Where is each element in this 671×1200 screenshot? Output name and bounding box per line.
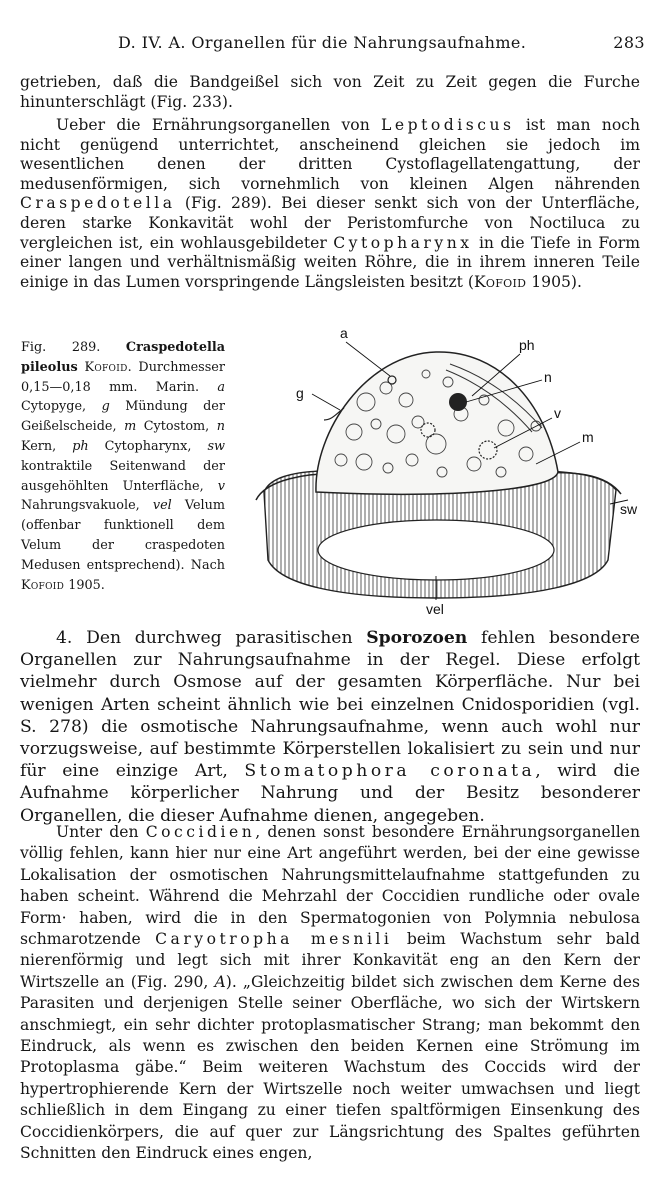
inner-cavity: [318, 520, 554, 580]
page-number: 283: [613, 33, 645, 52]
paragraph-text: getrieben, daß die Bandgeißel sich von Zeit zu Zeit gegen die Furche hinunterschlägt (Fig. 233).: [20, 73, 640, 111]
text-run: fehlen besondere Organellen zur Nahrungsaufnahme in der Regel. Diese erfolgt vielmehr durch Osmose auf der gesamten Körperfläche. Nur bei wenigen Arten scheint ähnlich wie bei einzelnen Cnidosporidien (vgl. S. 278) die osmotische Nahrungsaufnahme, wenn auch wohl nur vorzugsweise, auf bestimmte Körperstellen lokalisiert zu sein und nur für eine einzige Art,: [20, 628, 640, 782]
text-run: in die Tiefe in Form einer langen und verhältnismäßig weiten Röhre, die in ihrem inneren Teile einige in das Lumen vorspringende Längsleisten besitzt (: [20, 233, 640, 291]
caption-text: Cytostom,: [136, 419, 217, 435]
text-run: (Fig. 289). Bei dieser senkt sich von der Unterfläche, deren starke Konkavität wohl der Peristomfurche von Noctiluca zu vergleichen ist, ein wohlausgebildeter: [20, 194, 640, 252]
running-title: D. IV. A. Organellen für die Nahrungsaufnahme.: [118, 33, 527, 52]
caption-species: Craspedotella pileolus: [21, 340, 225, 375]
genus-leptodiscus: Leptodiscus: [381, 116, 515, 134]
label-m: m: [582, 429, 594, 445]
author-kofoid: Kofoid: [473, 272, 527, 291]
paragraph-coccidien: [20, 822, 640, 1165]
caption-cite-author: Kofoid: [21, 577, 65, 593]
term-cytopharynx: Cytopharynx: [333, 233, 473, 252]
text-run: Unter den: [56, 823, 146, 841]
caption-cite-year: 1905.: [64, 577, 105, 593]
caption-fig-number: Fig. 289.: [21, 340, 126, 355]
nucleus-n: [449, 393, 467, 411]
text-run: , denen sonst besondere Ernährungsorganellen völlig fehlen, kann hier nur eine Art angeführt werden, bei der eine gewisse Lokalisation der osmotischen Nahrungsmittelaufnahme stattgefunden zu haben scheint. Während die Mehrzahl der Coccidien rundliche oder ovale Form· haben, wird die in den Spermatogonien von Polymnia nebulosa schmarotzende: [20, 823, 640, 949]
text-run: ). „Gleichzeitig bildet sich zwischen dem Kerne des Parasiten und derjenigen Stelle seiner Oberfläche, wo sich der Wirtskern anschmiegt, ein sehr dichter protoplasmatischer Strang; man bekommt den Eindruck, als wenn es zwischen den beiden Kernen eine Strömung im Protoplasma gäbe.“ Beim weiteren Wachstum des Coccids wird der hypertrophierende Kern der Wirtszelle noch weiter umwachsen und liegt schließlich in dem Eingang zu einer tiefen spaltförmigen Einsenkung des Coccidienkörpers, die auf quer zur Längsrichtung des Spaltes geführten Schnitten den Eindruck eines engen,: [20, 972, 640, 1163]
caption-label: g: [101, 399, 110, 415]
caption-text: Kern,: [21, 438, 73, 454]
label-ph: ph: [519, 337, 535, 353]
caption-label: ph: [72, 438, 89, 454]
caption-label: n: [216, 419, 225, 435]
label-sw: sw: [620, 501, 638, 517]
caption-text: Cytopyge,: [21, 399, 102, 415]
text-run: beim Wachstum sehr bald nierenförmig und legt sich mit ihrer Konkavität eng an den Kern der Wirtszelle an (Fig. 290,: [20, 930, 640, 991]
caption-text: Mündung der Geißelscheide,: [21, 399, 225, 435]
species-caryotropha: Caryotropha mesnili: [155, 930, 393, 949]
running-header: [118, 33, 645, 55]
text-run: Ueber die Ernährungsorganellen von: [56, 116, 382, 134]
label-g: g: [296, 385, 304, 401]
label-vel: vel: [426, 601, 444, 617]
caption-label: a: [217, 379, 225, 395]
genus-craspedotella: Craspedotella: [20, 194, 176, 213]
craspedotella-drawing: [236, 322, 646, 622]
caption-text: kontraktile Seitenwand der ausgehöhlten Unterfläche,: [21, 458, 225, 494]
paragraph-sporozoen: [20, 627, 640, 827]
caption-label: sw: [207, 438, 225, 454]
paragraph-continuation: [20, 73, 640, 112]
caption-text: Cytopharynx,: [88, 438, 208, 454]
label-n: n: [544, 369, 552, 385]
caption-label: vel: [152, 498, 172, 514]
caption-text: Nahrungsvakuole,: [21, 498, 153, 514]
paragraph-leptodiscus: [20, 116, 640, 292]
caption-author: Kofoid.: [77, 359, 132, 375]
caption-text: Velum (offenbar funktionell dem Velum der craspedoten Medusen entsprechend). Nach: [21, 498, 225, 573]
figure-caption: [21, 338, 225, 595]
caption-text: Durchmesser 0,15—0,18 mm. Marin.: [21, 359, 225, 395]
figure-craspedotella: [236, 322, 646, 622]
fig-letter: A: [214, 972, 226, 991]
species-stomatophora: Stomatophora coronata: [244, 761, 536, 782]
text-run: ist man noch nicht genügend unterrichtet, anscheinend gleichen sie jedoch im wesentlichen denen der dritten Cystoflagellatengattung, der medusenförmigen, sich vornehmlich von kleinen Algen nährenden: [20, 116, 641, 193]
text-run: , wird die Aufnahme körperlicher Nahrung und der Besitz besonderer Organellen, die dieser Aufnahme dienen, angegeben.: [20, 761, 641, 826]
label-v: v: [554, 405, 561, 421]
term-sporozoen: Sporozoen: [366, 628, 468, 648]
label-a: a: [340, 325, 348, 341]
caption-label: m: [124, 419, 137, 435]
caption-label: v: [217, 478, 225, 494]
term-coccidien: Coccidien: [145, 823, 256, 841]
text-run: 4. Den durchweg parasitischen: [56, 628, 367, 648]
text-run: 1905).: [526, 272, 582, 291]
